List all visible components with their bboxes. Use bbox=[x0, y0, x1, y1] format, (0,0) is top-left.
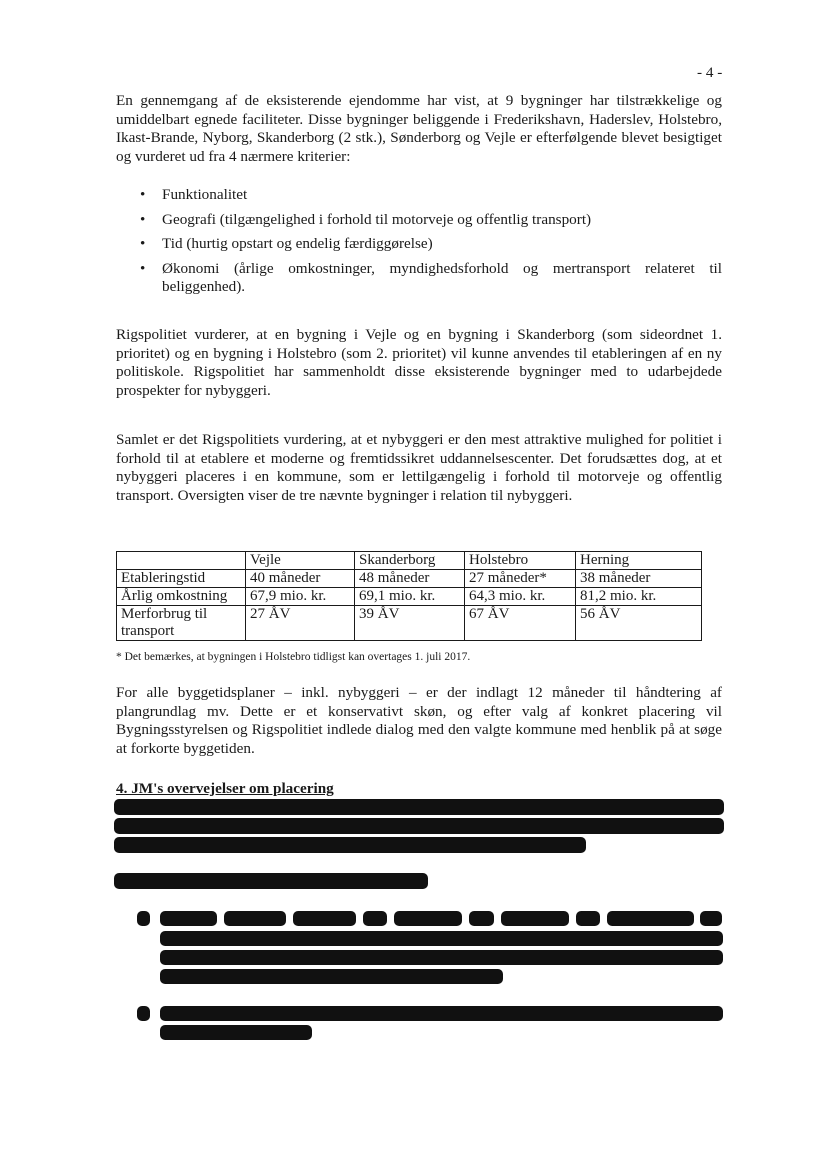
table-cell: 27 ÅV bbox=[246, 606, 355, 641]
redaction-bar bbox=[501, 911, 569, 926]
table-cell: 27 måneder* bbox=[465, 570, 576, 588]
redaction-bar bbox=[160, 931, 723, 946]
table-row bbox=[117, 606, 702, 641]
section-heading: 4. JM's overvejelser om placering bbox=[116, 780, 334, 797]
table-cell: 40 måneder bbox=[246, 570, 355, 588]
table-cell: 67,9 mio. kr. bbox=[246, 588, 355, 606]
bullet-icon: • bbox=[140, 186, 146, 203]
table-header-cell bbox=[117, 552, 246, 570]
table-cell: Årlig omkostning bbox=[117, 588, 246, 606]
criteria-list bbox=[116, 186, 722, 303]
redaction-bar bbox=[114, 799, 724, 815]
table-header-cell: Skanderborg bbox=[355, 552, 465, 570]
table-cell: 39 ÅV bbox=[355, 606, 465, 641]
table-cell: 69,1 mio. kr. bbox=[355, 588, 465, 606]
timeline-paragraph: For alle byggetidsplaner – inkl. nybyggeri – er der indlagt 12 måneder til håndtering af plangrundlag mv. Dette er et konservativt skøn, og efter valg af konkret placering vil Bygningsstyrelsen og Rigspolitiet indlede dialog med den valgte kommune med henblik på at søge at forkorte byggetiden. bbox=[116, 684, 722, 757]
bullet-icon: • bbox=[140, 210, 146, 228]
redaction-bar bbox=[160, 969, 503, 984]
redaction-bar bbox=[224, 911, 286, 926]
redaction-bar bbox=[160, 911, 217, 926]
list-item: • Funktionalitet bbox=[140, 186, 248, 203]
bullet-icon: • bbox=[140, 259, 146, 277]
table-cell: Etableringstid bbox=[117, 570, 246, 588]
table-cell: 38 måneder bbox=[576, 570, 702, 588]
redaction-bar bbox=[394, 911, 462, 926]
table-cell: 56 ÅV bbox=[576, 606, 702, 641]
redaction-bar bbox=[137, 1006, 150, 1021]
assessment-paragraph: Rigspolitiet vurderer, at en bygning i Vejle og en bygning i Skanderborg (som sideordnet 1. prioritet) og en bygning i Holstebro (som 2. prioritet) vil kunne anvendes til etableringen af en ny politiskole. Rigspolitiet har sammenholdt disse eksisterende bygninger med to udarbejdede prospekter for nybyggeri. bbox=[116, 326, 722, 399]
intro-paragraph: En gennemgang af de eksisterende ejendomme har vist, at 9 bygninger har tilstrækkelige og umiddelbart egnede faciliteter. Disse bygninger beliggende i Frederikshavn, Haderslev, Holstebro, Ikast-Brande, Nyborg, Skanderborg (2 stk.), Sønderborg og Vejle er efterfølgende blevet besigtiget og vurderet ud fra 4 nærmere kriterier: bbox=[116, 92, 722, 165]
comparison-table bbox=[116, 551, 702, 641]
redaction-bar bbox=[363, 911, 387, 926]
table-cell: 48 måneder bbox=[355, 570, 465, 588]
list-item: • Geografi (tilgængelighed i forhold til motorveje og offentlig transport) bbox=[140, 210, 592, 228]
redaction-bar bbox=[607, 911, 694, 926]
table-header-cell: Holstebro bbox=[465, 552, 576, 570]
redaction-bar bbox=[160, 950, 723, 965]
table-row bbox=[117, 588, 702, 606]
page-number: - 4 - bbox=[697, 64, 723, 81]
redaction-bar bbox=[469, 911, 494, 926]
conclusion-paragraph: Samlet er det Rigspolitiets vurdering, at et nybyggeri er den mest attraktive mulighed for politiet i forhold til at etablere et moderne og fremtidssikret uddannelsescenter. Det forudsættes dog, at et nybyggeri placeres i en kommune, som er lettilgængelig i forhold til motorveje og offentlig transport. Oversigten viser de tre nævnte bygninger i relation til nybyggeri. bbox=[116, 431, 722, 504]
redaction-bar bbox=[114, 837, 586, 853]
redaction-bar bbox=[137, 911, 150, 926]
table-row bbox=[117, 570, 702, 588]
table-cell: Merforbrug til transport bbox=[117, 606, 246, 641]
table-footnote: * Det bemærkes, at bygningen i Holstebro tidligst kan overtages 1. juli 2017. bbox=[116, 651, 471, 663]
table-header-cell: Herning bbox=[576, 552, 702, 570]
list-item: • Tid (hurtig opstart og endelig færdiggørelse) bbox=[140, 235, 433, 253]
redaction-bar bbox=[160, 1006, 723, 1021]
redaction-bar bbox=[160, 1025, 312, 1040]
redaction-bar bbox=[576, 911, 600, 926]
bullet-icon: • bbox=[140, 235, 146, 253]
list-item: • Økonomi (årlige omkostninger, myndighedsforhold og mertransport relateret til beliggenhed). bbox=[140, 259, 722, 296]
redaction-bar bbox=[114, 818, 724, 834]
redaction-bar bbox=[293, 911, 356, 926]
redaction-bar bbox=[114, 873, 428, 889]
table-cell: 67 ÅV bbox=[465, 606, 576, 641]
table-cell: 64,3 mio. kr. bbox=[465, 588, 576, 606]
table-header-cell: Vejle bbox=[246, 552, 355, 570]
table-cell: 81,2 mio. kr. bbox=[576, 588, 702, 606]
table-header-row bbox=[117, 552, 702, 570]
redaction-bar bbox=[700, 911, 722, 926]
